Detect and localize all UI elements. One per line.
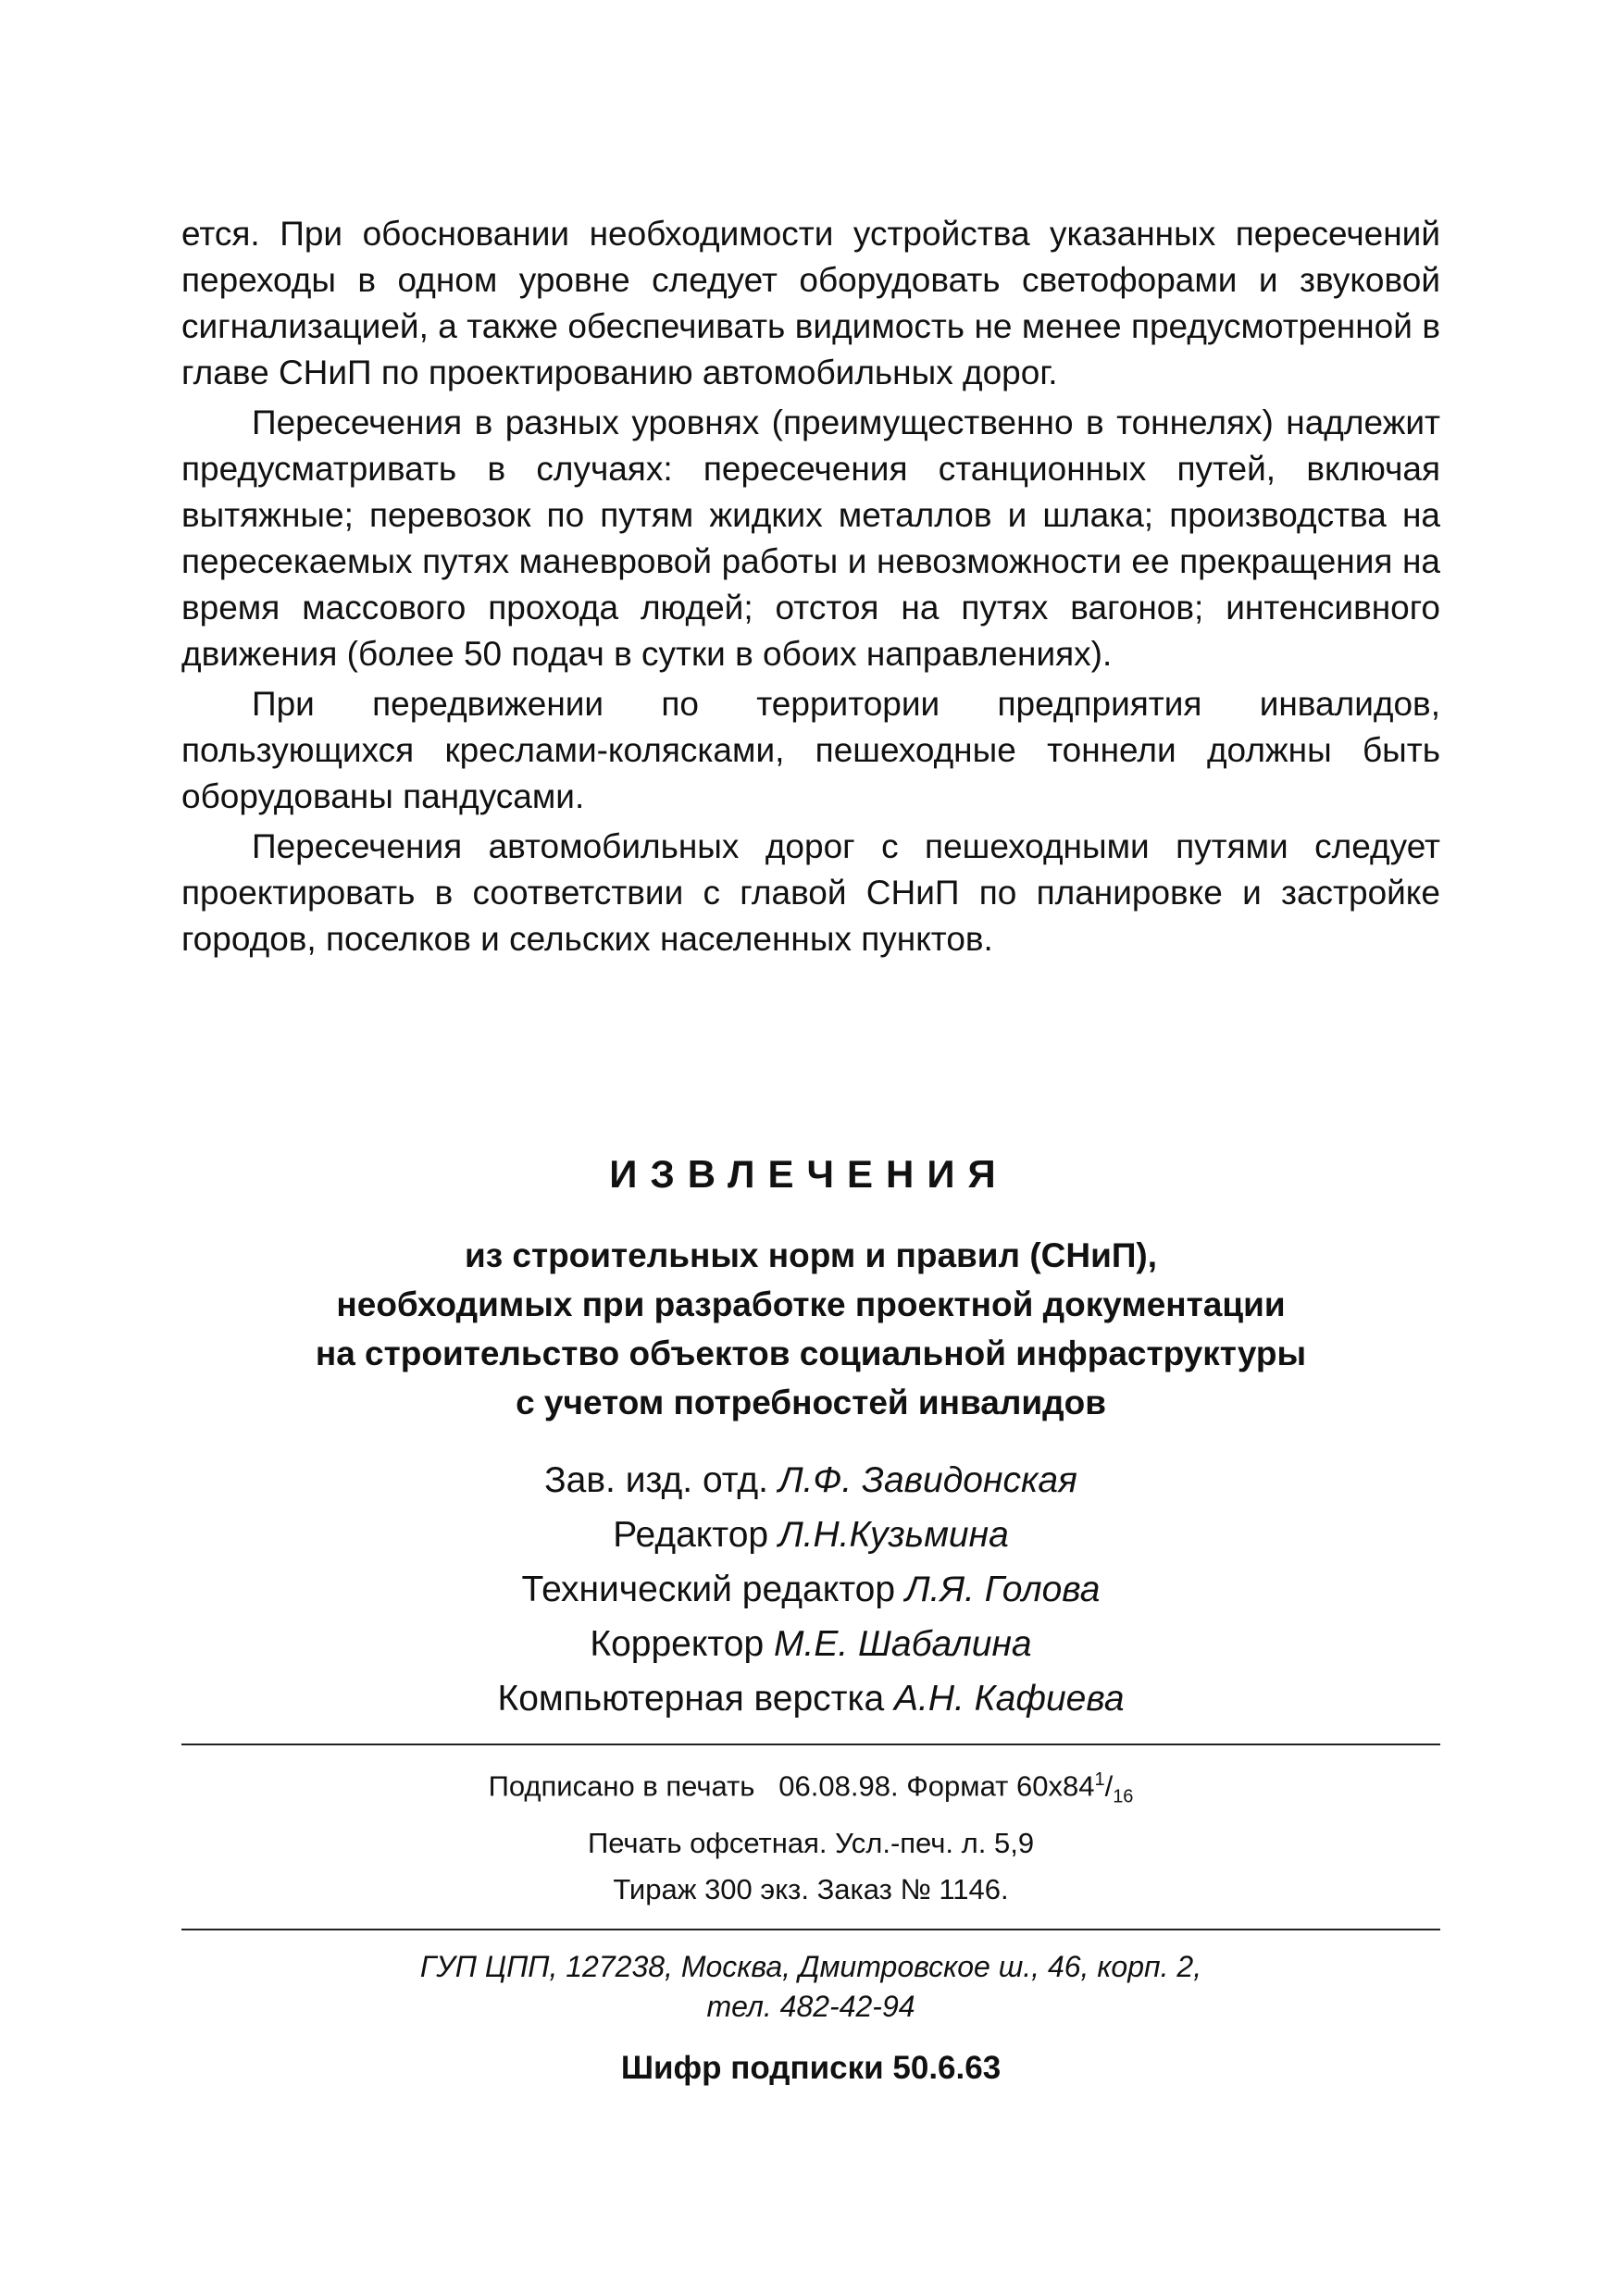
signed-label: Подписано в печать: [488, 1769, 755, 1803]
paragraph: При передвижении по территории предприятия инвалидов, пользующихся креслами-колясками, пешеходные тоннели должны быть оборудованы пандусами.: [181, 685, 1440, 815]
divider: [181, 1744, 1440, 1745]
subheading-line: на строительство объектов социальной инфраструктуры: [315, 1334, 1307, 1372]
paragraph: Пересечения автомобильных дорог с пешеходными путями следует проектировать в соответствии с главой СНиП по планировке и застройке городов, поселков и сельских населенных пунктов.: [181, 827, 1440, 958]
credit-role: Технический редактор: [521, 1570, 896, 1609]
print-info-line: Печать офсетная. Усл.-печ. л. 5,9: [587, 1826, 1035, 1859]
subheading-line: с учетом потребностей инвалидов: [516, 1384, 1106, 1421]
credit-row: [181, 1453, 1440, 1508]
publisher-line: тел. 482-42-94: [706, 1990, 915, 2023]
body-text: [181, 211, 1440, 962]
print-info-line: Тираж 300 экз. Заказ № 1146.: [613, 1872, 1009, 1905]
credit-name: Л.Я. Голова: [904, 1570, 1101, 1609]
paragraph: ется. При обосновании необходимости устройства указанных пересечений переходы в одном уровне следует оборудовать светофорами и звуковой сигнализацией, а также обеспечивать видимость не менее предусмотренной в главе СНиП по проектированию автомобильных дорог.: [181, 215, 1440, 391]
format-value: 60x84: [1015, 1769, 1095, 1803]
credit-role: Компьютерная верстка: [497, 1679, 885, 1719]
credit-name: М.Е. Шабалина: [774, 1624, 1032, 1664]
format-sup: 1: [1094, 1769, 1105, 1790]
print-info: [181, 1756, 1440, 1913]
paragraph: Пересечения в разных уровнях (преимущественно в тоннелях) надлежит предусматривать в случаях: пересечения станционных путей, включая вытяжные; перевозок по путям жидких металлов и шлака; производства на пересекаемых путях маневровой работы и невозможности ее прекращения на время массового прохода людей; отстоя на путях вагонов; интенсивного движения (более 50 подач в сутки в обоих направлениях).: [181, 403, 1440, 673]
subscription-cipher: Шифр подписки 50.6.63: [620, 2050, 1002, 2086]
credit-role: Зав. изд. отд.: [544, 1460, 768, 1500]
signed-date: 06.08.98.: [778, 1769, 899, 1803]
section-heading: ИЗВЛЕЧЕНИЯ: [609, 1152, 1009, 1196]
publisher-address: [181, 1947, 1440, 2027]
credit-row: [181, 1617, 1440, 1671]
credit-row: [181, 1508, 1440, 1562]
format-sub: 16: [1113, 1786, 1134, 1807]
publisher-line: ГУП ЦПП, 127238, Москва, Дмитровское ш., 46, корп. 2,: [419, 1950, 1202, 1983]
subheading-line: из строительных норм и правил (СНиП),: [464, 1236, 1158, 1274]
credit-role: Корректор: [590, 1624, 765, 1664]
credit-name: Л.Ф. Завидонская: [778, 1460, 1077, 1500]
format-label: Формат: [906, 1769, 1009, 1803]
subheading-line: необходимых при разработке проектной документации: [336, 1285, 1286, 1323]
credit-row: [181, 1562, 1440, 1617]
divider: [181, 1929, 1440, 1930]
credits-block: [181, 1453, 1440, 1726]
credit-role: Редактор: [613, 1515, 769, 1555]
credit-name: А.Н. Кафиева: [894, 1679, 1125, 1719]
credit-name: Л.Н.Кузьмина: [778, 1515, 1009, 1555]
print-info-line: Подписано в печать 06.08.98. Формат $60x84^1/_{16}$: [488, 1769, 1134, 1807]
credit-row: [181, 1671, 1440, 1726]
section-subheading: [181, 1231, 1440, 1427]
